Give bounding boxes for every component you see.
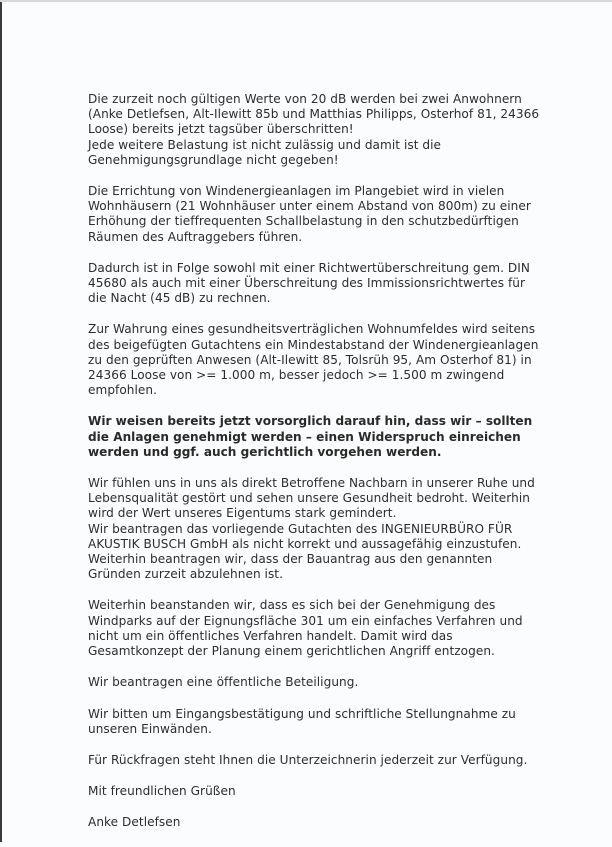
text-line: Räumen des Auftraggebers führen. [88,229,303,244]
closing-salutation [88,784,568,799]
paragraph-confirmation-request [88,707,568,737]
text-line: Die Errichtung von Windenergieanlagen im Plangebiet wird in vielen [88,184,505,199]
text-line: Windparks auf der Eignungsfläche 301 um ein einfaches Verfahren und [88,613,523,628]
paragraph-public-participation [88,675,568,690]
text-line: Wir beantragen eine öffentliche Beteiligung. [88,675,359,690]
text-line: Jede weitere Belastung ist nicht zulässig und damit ist die [88,137,442,152]
letter-body [88,92,568,847]
paragraph-contact [88,753,568,768]
paragraph-low-frequency-noise [88,184,568,245]
text-line: Wir bitten um Eingangsbestätigung und schriftliche Stellungnahme zu [88,706,516,721]
text-line: Lebensqualität gestört und sehen unsere Gesundheit bedroht. Weiterhin [88,491,530,506]
text-line: des beigefügten Gutachtens ein Mindestabstand der Windenergieanlagen [88,337,539,352]
text-line: Wir beantragen das vorliegende Gutachten des INGENIEURBÜRO FÜR [88,521,513,536]
text-line: Weiterhin beanstanden wir, dass es sich bei der Genehmigung des [88,598,496,613]
text-line: wird der Wert unseres Eigentums stark gemindert. [88,506,397,521]
text-line: die Anlagen genehmigt werden – einen Widerspruch einreichen [88,429,521,444]
text-line: 45680 als auch mit einer Überschreitung des Immissionsrichtwertes für [88,276,526,291]
text-line: Mit freundlichen Grüßen [88,784,236,799]
text-line: Wohnhäusern (21 Wohnhäuser unter einem Abstand von 800m) zu einer [88,199,531,214]
paragraph-affected-neighbours [88,476,568,582]
text-line: Erhöhung der tieffrequenten Schallbelastung in den schutzbedürftigen [88,214,519,229]
signature-name [88,815,568,830]
text-line: Genehmigungsgrundlage nicht gegeben! [88,152,339,167]
scan-edge-top [0,0,612,2]
text-line: Für Rückfragen steht Ihnen die Unterzeichnerin jederzeit zur Verfügung. [88,752,528,767]
paragraph-din-exceedance [88,261,568,307]
text-line: Gründen zurzeit abzulehnen ist. [88,567,283,582]
text-line: Wir weisen bereits jetzt vorsorglich darauf hin, dass wir – sollten [88,414,533,429]
scan-edge-left [0,0,2,842]
paragraph-limit-exceeded [88,92,568,168]
text-line: Dadurch ist in Folge sowohl mit einer Richtwertüberschreitung gem. DIN [88,260,530,275]
text-line: (Anke Detlefsen, Alt-Ilewitt 85b und Matthias Philipps, Osterhof 81, 24366 [88,107,540,122]
text-line: die Nacht (45 dB) zu rechnen. [88,291,271,306]
paragraph-procedure-complaint [88,598,568,659]
paragraph-legal-notice [88,414,568,460]
text-line: unseren Einwänden. [88,721,212,736]
text-line: nicht um ein öffentliches Verfahren handelt. Damit wird das [88,628,453,643]
text-line: zu den geprüften Anwesen (Alt-Ilewitt 85, Tolsrüh 95, Am Osterhof 81) in [88,352,532,367]
paragraph-minimum-distance [88,322,568,398]
text-line: AKUSTIK BUSCH GmbH als nicht korrekt und aussagefähig einzustufen. [88,536,522,551]
text-line: empfohlen. [88,383,158,398]
text-line: Loose) bereits jetzt tagsüber überschritten! [88,122,354,137]
text-line: 24366 Loose von >= 1.000 m, besser jedoch >= 1.500 m zwingend [88,368,505,383]
text-line: Anke Detlefsen [88,815,181,830]
text-line: Gesamtkonzept der Planung einem gerichtlichen Angriff entzogen. [88,644,495,659]
text-line: Die zurzeit noch gültigen Werte von 20 dB werden bei zwei Anwohnern [88,92,522,106]
text-line: Weiterhin beantragen wir, dass der Bauantrag aus den genannten [88,552,493,567]
text-line: Wir fühlen uns in uns als direkt Betroffene Nachbarn in unserer Ruhe und [88,476,535,491]
text-line: werden und ggf. auch gerichtlich vorgehen werden. [88,444,442,459]
text-line: Zur Wahrung eines gesundheitsverträglichen Wohnumfeldes wird seitens [88,322,536,337]
